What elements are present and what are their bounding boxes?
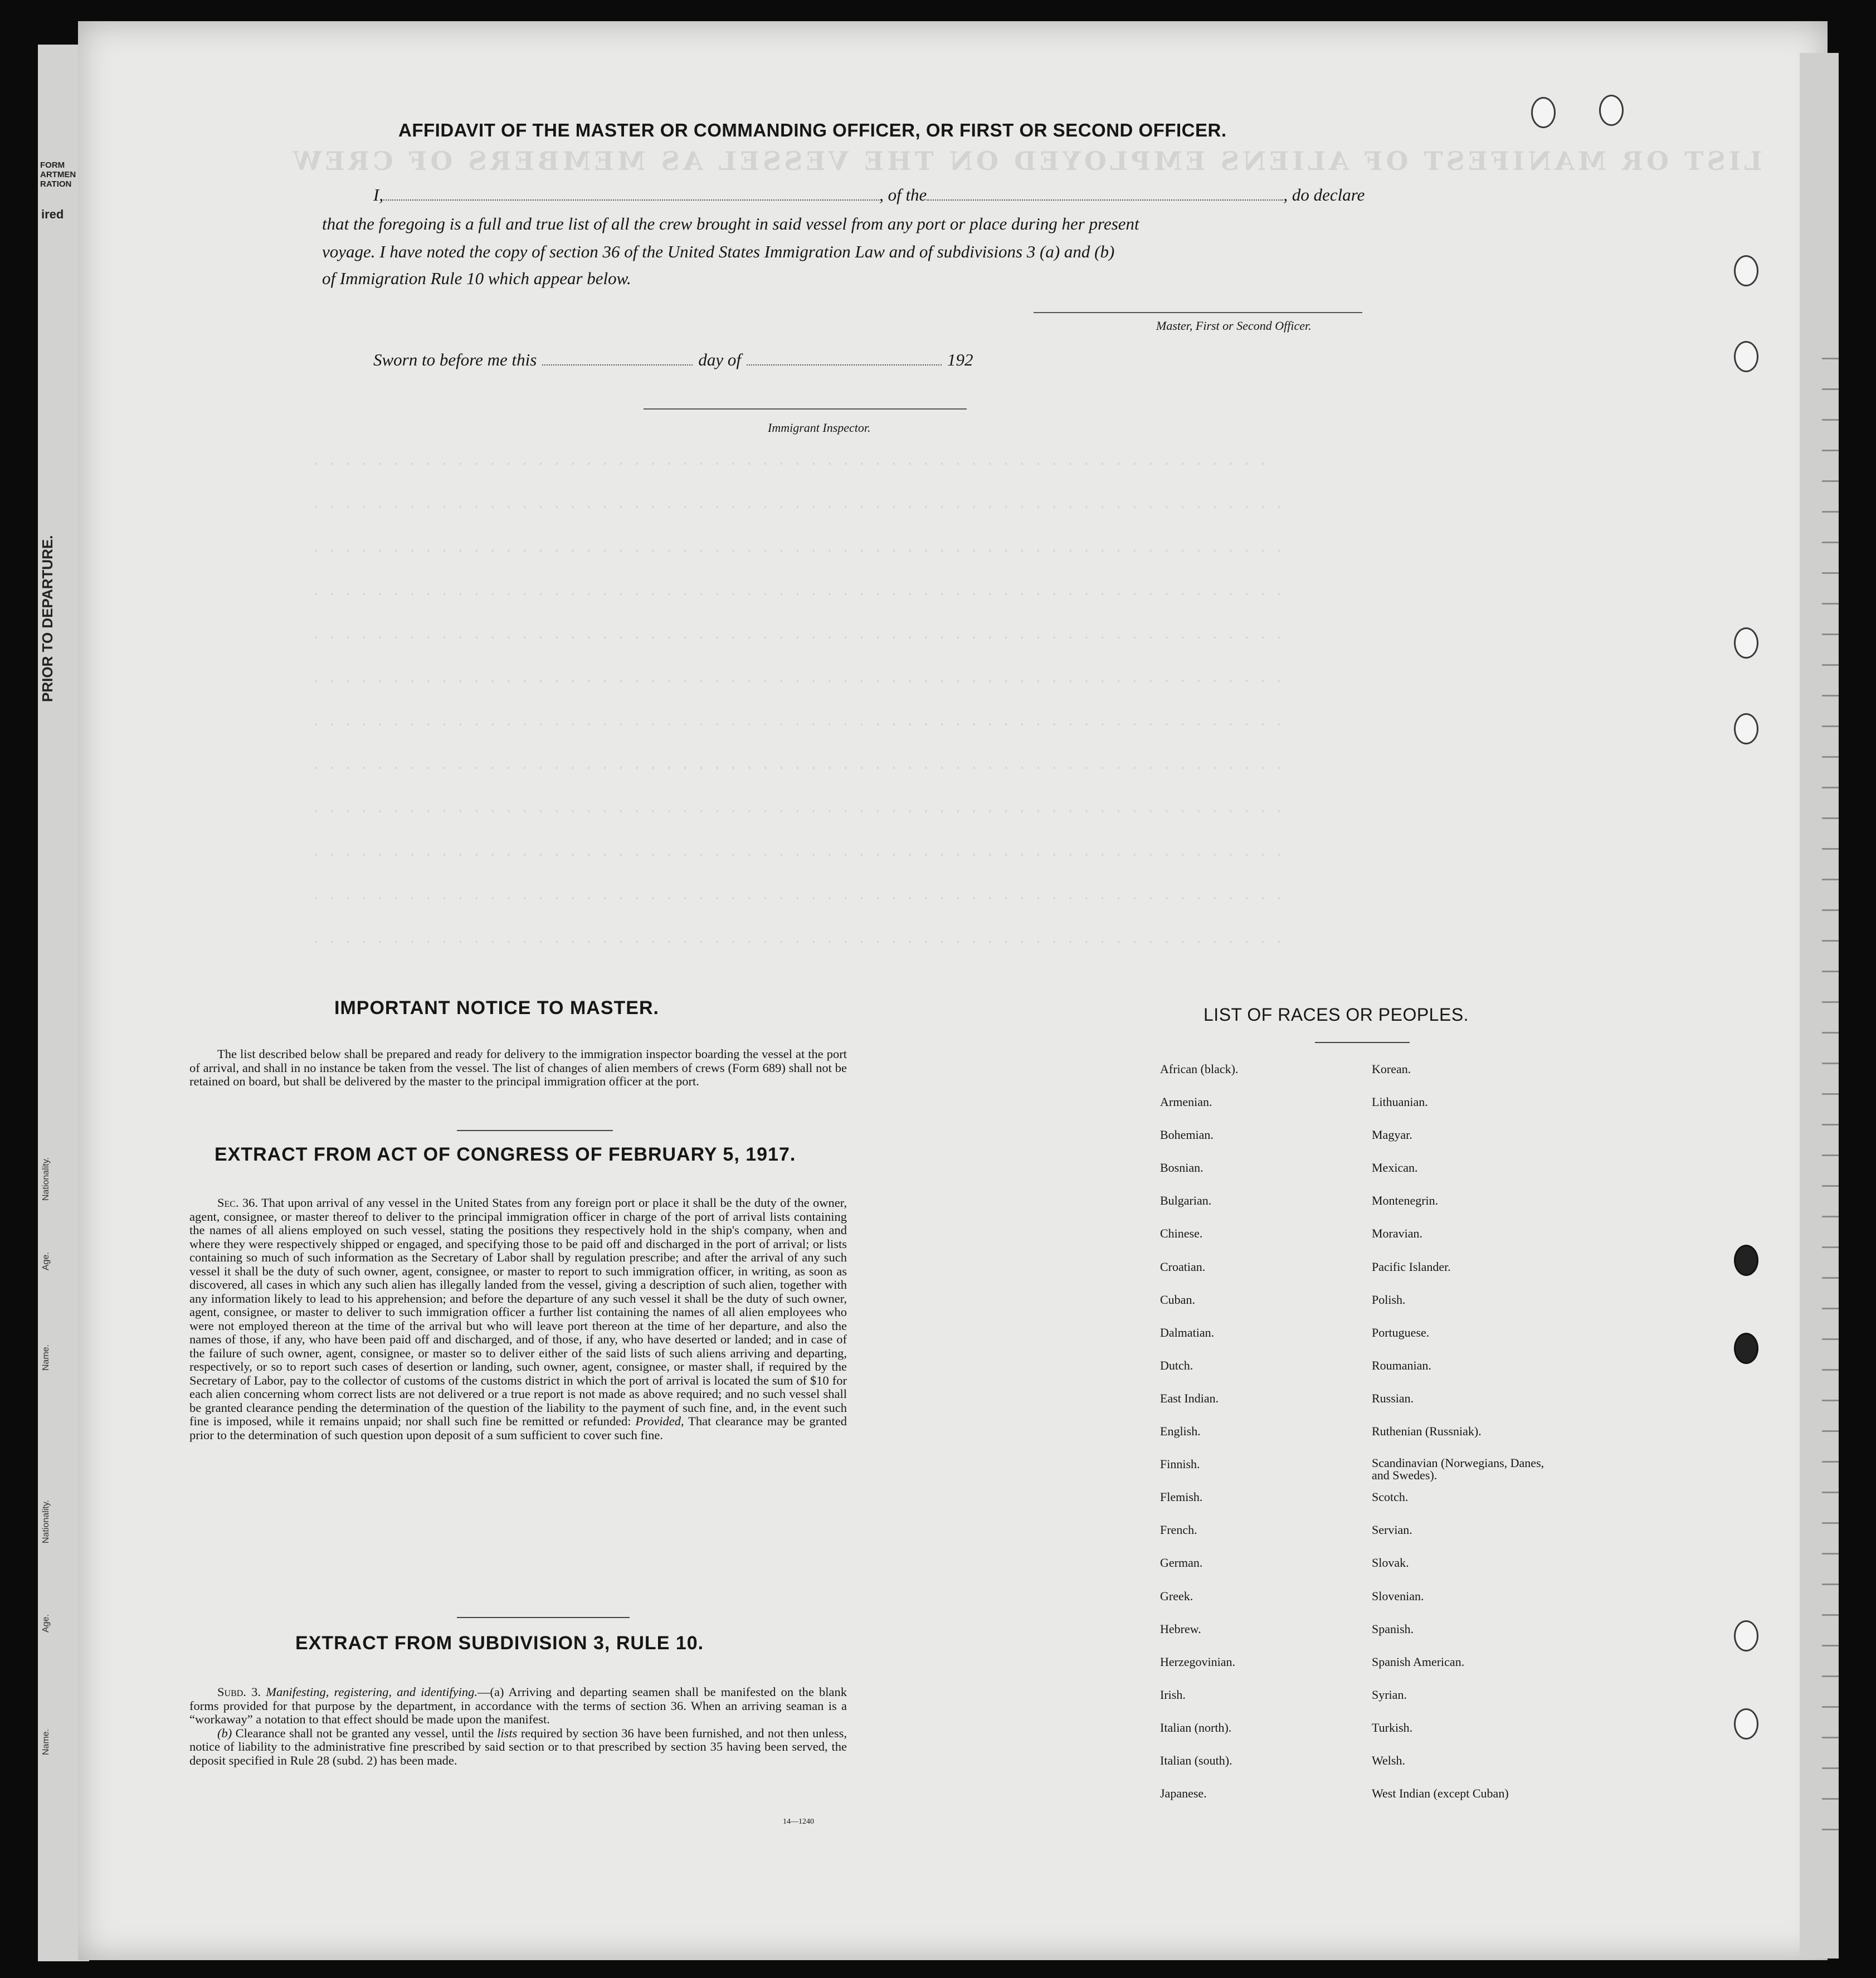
punch-hole: [1734, 341, 1758, 372]
declarant-line: I, , of the , do declare: [373, 185, 1365, 204]
race-item: Pacific Islander.: [1372, 1259, 1451, 1274]
race-item: Finnish.: [1160, 1457, 1200, 1472]
race-item: Portuguese.: [1372, 1325, 1430, 1339]
margin-age-label-2: Age.: [41, 1614, 51, 1633]
punch-hole: [1599, 95, 1624, 126]
divider: [457, 1130, 613, 1131]
affidavit-line-2: that the foregoing is a full and true list of all the crew brought in said vessel from any port or place during her present: [322, 214, 1139, 233]
vessel-name-blank[interactable]: [927, 187, 1283, 201]
form-label: FORM ARTMEN RATION: [40, 160, 76, 189]
race-item: Korean.: [1372, 1062, 1411, 1076]
prior-to-departure-label: PRIOR TO DEPARTURE.: [39, 535, 56, 702]
race-item: French.: [1160, 1523, 1197, 1537]
divider: [1315, 1042, 1410, 1043]
declarant-name-blank[interactable]: [383, 187, 879, 201]
notice-text: The list described below shall be prepared and ready for delivery to the immigration inspector boarding the vessel at the port of arrival, and shall in no instance be taken from the vessel. The list of changes of alien members of crews (Form 689) shall not be retained on board, but shall be delivered by the master to the principal immigration officer at the port.: [189, 1047, 847, 1088]
rule-title: EXTRACT FROM SUBDIVISION 3, RULE 10.: [295, 1633, 704, 1654]
race-item: Polish.: [1372, 1292, 1406, 1307]
act-text: Sec. 36. That upon arrival of any vessel in the United States from any foreign port or place it shall be the duty of the owner, agent, consignee, or master thereof to deliver to the principal immigration officer in charge of the port of arrival lists containing the names of all aliens employed on such vessel, stating the positions they respectively hold in the ship's company, when and where they were respectively shipped or engaged, and specifying those to be paid off and discharged in the port of arrival; or lists containing so much of such information as the Secretary of Labor shall by regulation prescribe; and after the arrival of any such vessel it shall be the duty of such owner, agent, consignee, or master to report to such immigration officer, in writing, as soon as discovered, all cases in which any such alien has illegally landed from the vessel, giving a description of such alien, together with any information likely to lead to his apprehension; and before the departure of any such vessel it shall be the duty of such owner, agent, consignee, or master to deliver to such immigration officer a further list containing the names of all alien employees who were not employed thereon at the time of the arrival but who will leave port thereon at the time of her departure, and also the names of those, if any, who have been paid off and discharged, and of those, if any, who have deserted or landed; and in case of the failure of such owner, agent, consignee, or master so to deliver either of the said lists of such aliens arriving and departing, respectively, or so to report such cases of desertion or landing, such owner, agent, consignee, or master shall, if required by the Secretary of Labor, pay to the collector of customs of the customs district in which the port of arrival is located the sum of $10 for each alien concerning whom correct lists are not delivered or a true report is not made as above required; and no such vessel shall be granted clearance pending the determination of the question of the liability to the payment of such fine, and, in the event such fine is imposed, while it remains unpaid; nor shall such fine be remitted or refunded: Provided, That clearance may be granted prior to the determination of such question upon deposit of a sum sufficient to cover such fine.: [189, 1196, 847, 1442]
notice-title: IMPORTANT NOTICE TO MASTER.: [334, 997, 659, 1019]
race-item: Magyar.: [1372, 1128, 1412, 1142]
race-item: Servian.: [1372, 1523, 1412, 1537]
race-item: Hebrew.: [1160, 1621, 1201, 1636]
master-signature-line[interactable]: [1034, 312, 1362, 313]
sworn-month-blank[interactable]: [747, 352, 942, 366]
race-item: West Indian (except Cuban): [1372, 1786, 1509, 1801]
bleed-through-heading: LIST OR MANIFEST OF ALIENS EMPLOYED ON THE VESSEL AS MEMBERS OF CREW: [290, 146, 1762, 176]
race-item: African (black).: [1160, 1062, 1239, 1076]
race-item: Montenegrin.: [1372, 1193, 1439, 1208]
punch-hole: [1734, 1708, 1758, 1740]
margin-name-label-2: Name.: [41, 1728, 51, 1755]
bleed-through-rows: · · · · · · · · · · · · · · · · · · · · · · · · · · · · · · · · · · · · · · · · · · · · · · · · · · · · · · · · · · · · · · · · · · · · · · · · · · · · · · · · · · · · · · · · · · · · · · · · · · · · · · · · · · · · · · · · · · · · · · · · · · · · · · · · · · · · · · · · · · · · · · · · · · · · · · · · · · · · · · · · · · · · · · · · · · · · · · · · · · · · · · · · · · · · · · · · · · · · · · · · · · · · · · · · · · · · · · · · · · · · · · · · · · · · · · · · · · · · · · · · · · · · · · · · · · · · · · · · · · · · · · · · · · · · · · · · · · · · · · · · · · · · · · · · · · · · · · · · · · · · · · · · · · · · · · · · · · · · · · · · · · · · · · · · · · · · · · · · · · · · · · · · · · · · · · · · · · · · · · · · · · · · · · · · · · · · · · · · · · · · · · · · · · · · · · · · · · · · · · · · · · · · · · · · · · · · · · · · · · · · · · · · · · · · · · · · · · · · · · · · · · · · · · · · · · · · · · · · · · · · · · · · · · · · · · · · · · · · · · · · · · · · · · · · · · · · · · · · · · · · · · · · · · · · · · · · · · · · · · · · · · · · · · · · · · · · · · · · · · · · · · · · · · · · · · · · · · · · · · · · · · · · · · · · · · · · · · · · · · · · · · · · · · · · · · · · · · · · · · · · · · · · · · · · · · · · · · · · · · · · · · · · · · · · · · · · · · · · · · · · · · · · · · · · · · · · · · · · · · · · · · · · · · · · · · · · · · · · · · · · · · · · · · · · · · · · · · · · · · · · · · · · · · · · · · · · · · · · · · · · · · · · · · · · · · ·: [312, 457, 1283, 950]
punch-hole: [1734, 1245, 1758, 1276]
race-item: Herzegovinian.: [1160, 1654, 1235, 1669]
races-column-1: [1160, 1062, 1361, 1819]
divider: [457, 1617, 630, 1618]
race-item: Roumanian.: [1372, 1358, 1431, 1372]
punch-hole: [1734, 1620, 1758, 1651]
race-item: Slovak.: [1372, 1556, 1409, 1570]
race-item: Spanish.: [1372, 1621, 1414, 1636]
race-item: Mexican.: [1372, 1161, 1418, 1175]
race-item: Flemish.: [1160, 1490, 1203, 1504]
race-item: Russian.: [1372, 1391, 1414, 1405]
margin-nationality-label: Nationality.: [41, 1157, 51, 1201]
race-item: Italian (north).: [1160, 1720, 1232, 1735]
race-item: Bosnian.: [1160, 1161, 1203, 1175]
race-item: English.: [1160, 1424, 1201, 1439]
race-item: Turkish.: [1372, 1720, 1413, 1735]
race-item: Croatian.: [1160, 1259, 1206, 1274]
race-item: Dutch.: [1160, 1358, 1193, 1372]
race-item: Greek.: [1160, 1589, 1193, 1603]
punch-hole: [1531, 97, 1556, 128]
margin-nationality-label-2: Nationality.: [41, 1500, 51, 1543]
punch-hole: [1734, 1333, 1758, 1364]
race-item: Scandinavian (Norwegians, Danes, and Swedes).: [1372, 1456, 1544, 1483]
punch-hole: [1734, 255, 1758, 286]
race-item: Ruthenian (Russniak).: [1372, 1424, 1482, 1439]
affidavit-line-4: of Immigration Rule 10 which appear below.: [322, 269, 631, 288]
master-signature-label: Master, First or Second Officer.: [1156, 319, 1312, 333]
race-item: Cuban.: [1160, 1292, 1195, 1307]
affidavit-line-3: voyage. I have noted the copy of section 36 of the United States Immigration Law and of subdivisions 3 (a) and (b): [322, 242, 1115, 261]
race-item: Chinese.: [1160, 1226, 1203, 1241]
act-title: EXTRACT FROM ACT OF CONGRESS OF FEBRUARY 5, 1917.: [215, 1144, 796, 1165]
races-title: LIST OF RACES OR PEOPLES.: [1203, 1005, 1469, 1025]
race-item: Dalmatian.: [1160, 1325, 1215, 1339]
race-item: Syrian.: [1372, 1687, 1407, 1702]
punch-hole: [1734, 627, 1758, 659]
races-column-2: [1372, 1062, 1572, 1819]
race-item: Spanish American.: [1372, 1654, 1465, 1669]
margin-name-label: Name.: [41, 1344, 51, 1371]
race-item: Moravian.: [1372, 1226, 1423, 1241]
race-item: German.: [1160, 1556, 1203, 1570]
form-number: 14—1240: [783, 1818, 814, 1826]
margin-tab-label: ired: [41, 207, 64, 221]
race-item: Slovenian.: [1372, 1589, 1424, 1603]
sworn-day-blank[interactable]: [542, 352, 693, 366]
race-item: Scotch.: [1372, 1490, 1409, 1504]
race-item: Bulgarian.: [1160, 1193, 1212, 1208]
race-item: Lithuanian.: [1372, 1095, 1428, 1109]
ruled-margin: [1822, 329, 1839, 1833]
inspector-signature-label: Immigrant Inspector.: [768, 421, 871, 435]
race-item: Japanese.: [1160, 1786, 1207, 1801]
affidavit-title: AFFIDAVIT OF THE MASTER OR COMMANDING OFFICER, OR FIRST OR SECOND OFFICER.: [398, 120, 1227, 140]
punch-hole: [1734, 713, 1758, 744]
sworn-line: Sworn to before me this day of 192: [373, 350, 973, 369]
race-item: Irish.: [1160, 1687, 1186, 1702]
race-item: Italian (south).: [1160, 1753, 1232, 1767]
race-item: Welsh.: [1372, 1753, 1405, 1767]
rule-text: Subd. 3. Manifesting, registering, and identifying.—(a) Arriving and departing seamen shall be manifested on the blank forms provided for that purpose by the department, in accordance with the terms of section 36. When an arriving seaman is a “workaway” a notation to that effect should be made upon the manifest. (b) Clearance shall not be granted any vessel, until the lists required by section 36 have been furnished, and not then unless, notice of liability to the administrative fine prescribed by said section or to that prescribed by section 35 having been served, the deposit specified in Rule 28 (subd. 2) has been made.: [189, 1685, 847, 1767]
race-item: Bohemian.: [1160, 1128, 1214, 1142]
margin-age-label: Age.: [41, 1252, 51, 1270]
race-item: East Indian.: [1160, 1391, 1219, 1405]
race-item: Armenian.: [1160, 1095, 1212, 1109]
inspector-signature-line[interactable]: [644, 408, 967, 410]
